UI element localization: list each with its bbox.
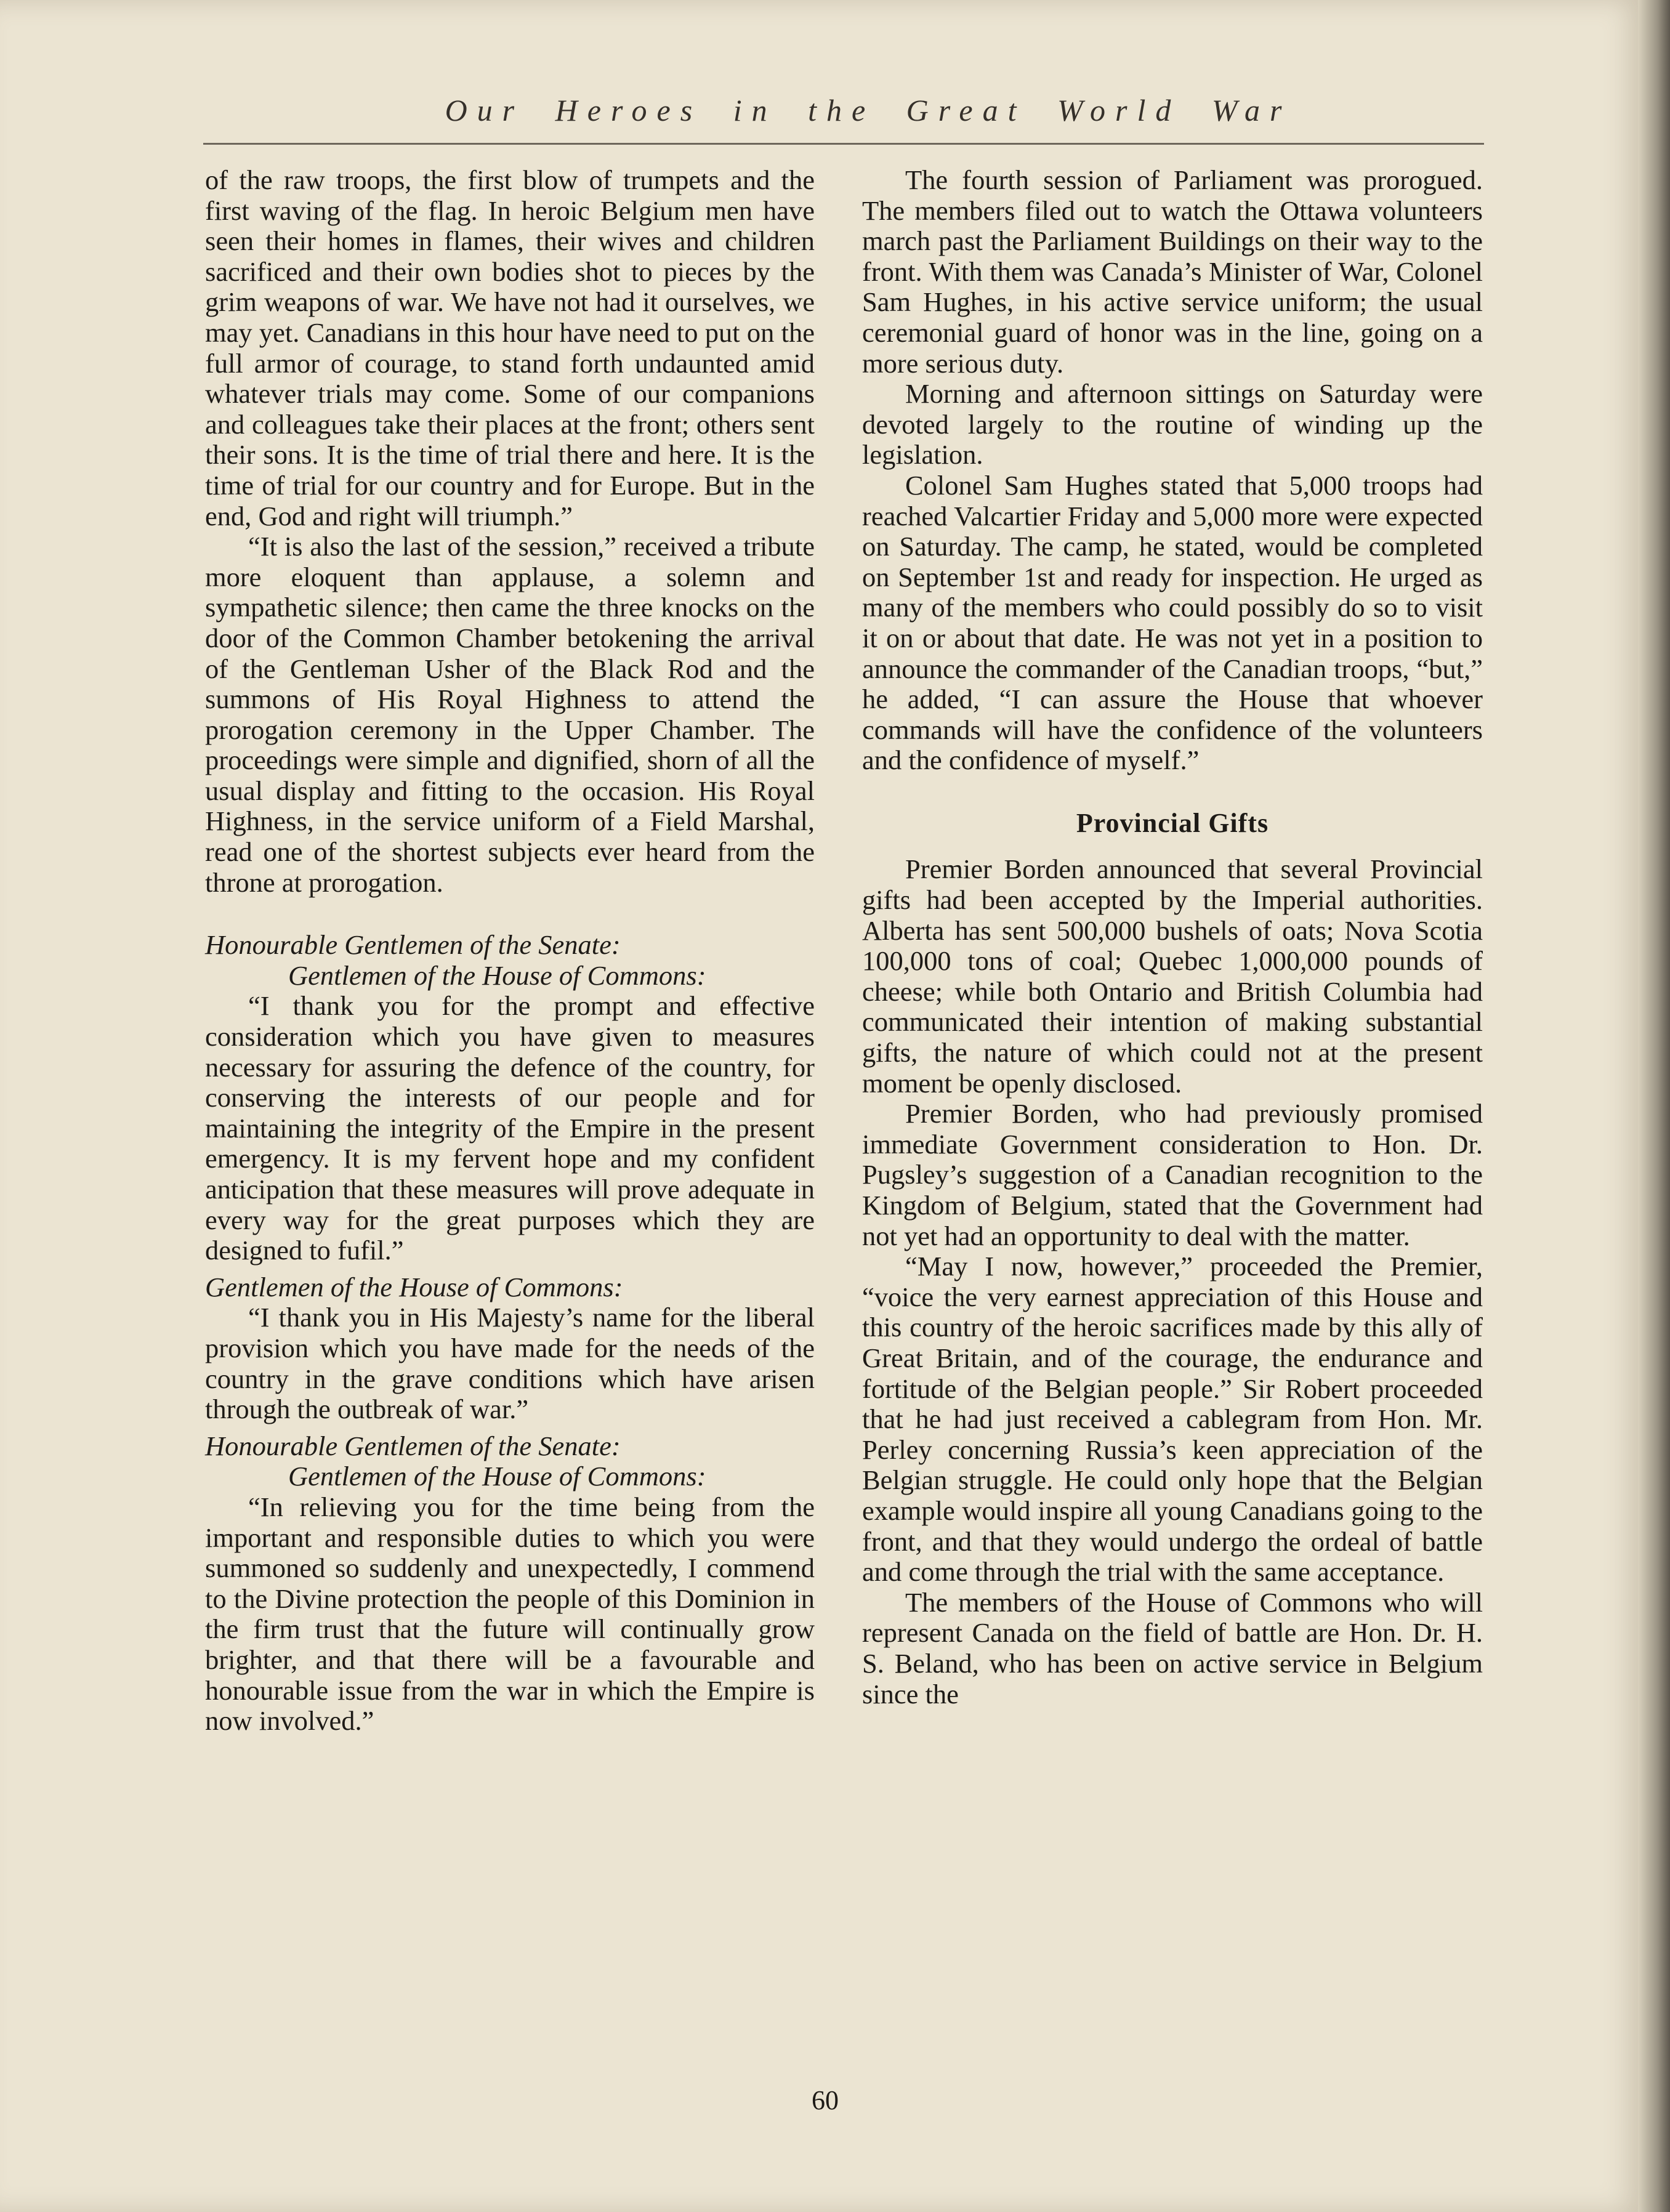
section-heading: Provincial Gifts: [1076, 807, 1269, 838]
speech-paragraph-1: “I thank you for the prompt and effective consideration which you have given to measures necessary for assuring the defence of the country, for conserving the interests of our people and for maintaining the integrity of the Empire in the present emergency. It is my fervent hope and my confident anticipation that these measures will prove adequate in every way for the great purposes which they are designed to fufil.”: [205, 990, 815, 1266]
right-paragraph-4: Premier Borden announced that several Provincial gifts had been accepted by the Imperial authorities. Alberta has sent 500,000 bushels of oats; Nova Scotia 100,000 tons of coal; Quebec 1,000,000 pounds of cheese; while both Ontario and British Columbia had communicated their intention of making substantial gifts, the nature of which could not at the present moment be openly disclosed.: [862, 854, 1483, 1099]
speech-paragraph-2: “I thank you in His Majesty’s name for the liberal provision which you have made for the needs of the country in the grave conditions which have arisen through the outbreak of war.”: [205, 1302, 815, 1425]
speech-paragraph-3: “In relieving you for the time being from the important and responsible duties to which you were summoned so suddenly and unexpectedly, I commend to the Divine protection the people of this Dominion in the firm trust that the future will continually grow brighter, and that there will be a favourable and honourable issue from the war in which the Empire is now involved.”: [205, 1491, 815, 1737]
left-column: [205, 165, 815, 1737]
right-paragraph-7: The members of the House of Commons who will represent Canada on the field of battle are Hon. Dr. H. S. Beland, who has been on active service in Belgium since the: [862, 1586, 1483, 1709]
left-paragraph-2: “It is also the last of the session,” received a tribute more eloquent than applause, a solemn and sympathetic silence; then came the three knocks on the door of the Common Chamber betokening the arrival of the Gentleman Usher of the Black Rod and the summons of His Royal Highness to attend the prorogation ceremony in the Upper Chamber. The proceedings were simple and dignified, shorn of all the usual display and fitting to the occasion. His Royal Highness, in the service uniform of a Field Marshal, read one of the shortest subjects ever heard from the throne at prorogation.: [205, 531, 815, 898]
right-paragraph-2: Morning and afternoon sittings on Saturday were devoted largely to the routine of winding up the legislation.: [862, 378, 1483, 470]
right-paragraph-6: “May I now, however,” proceeded the Premier, “voice the very earnest appreciation of this House and this country of the heroic sacrifices made by this ally of Great Britain, and of the courage, the endurance and fortitude of the Belgian people.” Sir Robert proceeded that he had just received a cablegram from Hon. Mr. Perley concerning Russia’s keen appreciation of the Belgian struggle. He could only hope that the Belgian example would inspire all young Canadians going to the front, and that they would undergo the ordeal of battle and come through the trial with the same acceptance.: [862, 1251, 1483, 1588]
salutation-commons: Gentlemen of the House of Commons:: [288, 959, 706, 991]
right-paragraph-3: Colonel Sam Hughes stated that 5,000 troops had reached Valcartier Friday and 5,000 more were expected on Saturday. The camp, he stated, would be completed on September 1st and ready for inspection. He urged as many of the members who could possibly do so to visit it on or about that date. He was not yet in a position to announce the commander of the Canadian troops, “but,” he added, “I can assure the House that whoever commands will have the confidence of the volunteers and the confidence of myself.”: [862, 469, 1483, 776]
salutation-senate-2: Honourable Gentlemen of the Senate:: [205, 1430, 621, 1461]
running-head: Our Heroes in the Great World War: [445, 93, 1292, 127]
right-column: [862, 165, 1483, 1709]
salutation-commons-2: Gentlemen of the House of Commons:: [205, 1271, 623, 1302]
right-paragraph-1: The fourth session of Parliament was prorogued. The members filed out to watch the Ottawa volunteers march past the Parliament Buildings on their way to the front. With them was Canada’s Minister of War, Colonel Sam Hughes, in his active service uniform; the usual ceremonial guard of honor was in the line, going on a more serious duty.: [862, 164, 1483, 379]
page-edge: [1638, 0, 1670, 2212]
right-paragraph-5: Premier Borden, who had previously promised immediate Government consideration to Hon. Dr. Pugsley’s suggestion of a Canadian recognition to the Kingdom of Belgium, stated that the Government had not yet had an opportunity to deal with the matter.: [862, 1098, 1483, 1251]
salutation-senate: Honourable Gentlemen of the Senate:: [205, 929, 621, 961]
header-rule: [203, 143, 1484, 145]
salutation-commons-3: Gentlemen of the House of Commons:: [288, 1461, 706, 1492]
page-number: 60: [812, 2085, 839, 2115]
left-paragraph-1: of the raw troops, the first blow of trumpets and the first waving of the flag. In heroic Belgium men have seen their homes in flames, their wives and children sacrificed and their own bodies shot to pieces by the grim weapons of war. We have not had it ourselves, we may yet. Canadians in this hour have need to put on the full armor of courage, to stand forth undaunted amid whatever trials may come. Some of our companions and colleagues take their places at the front; others sent their sons. It is the time of trial there and here. It is the time of trial for our country and for Europe. But in the end, God and right will triumph.”: [205, 164, 815, 531]
